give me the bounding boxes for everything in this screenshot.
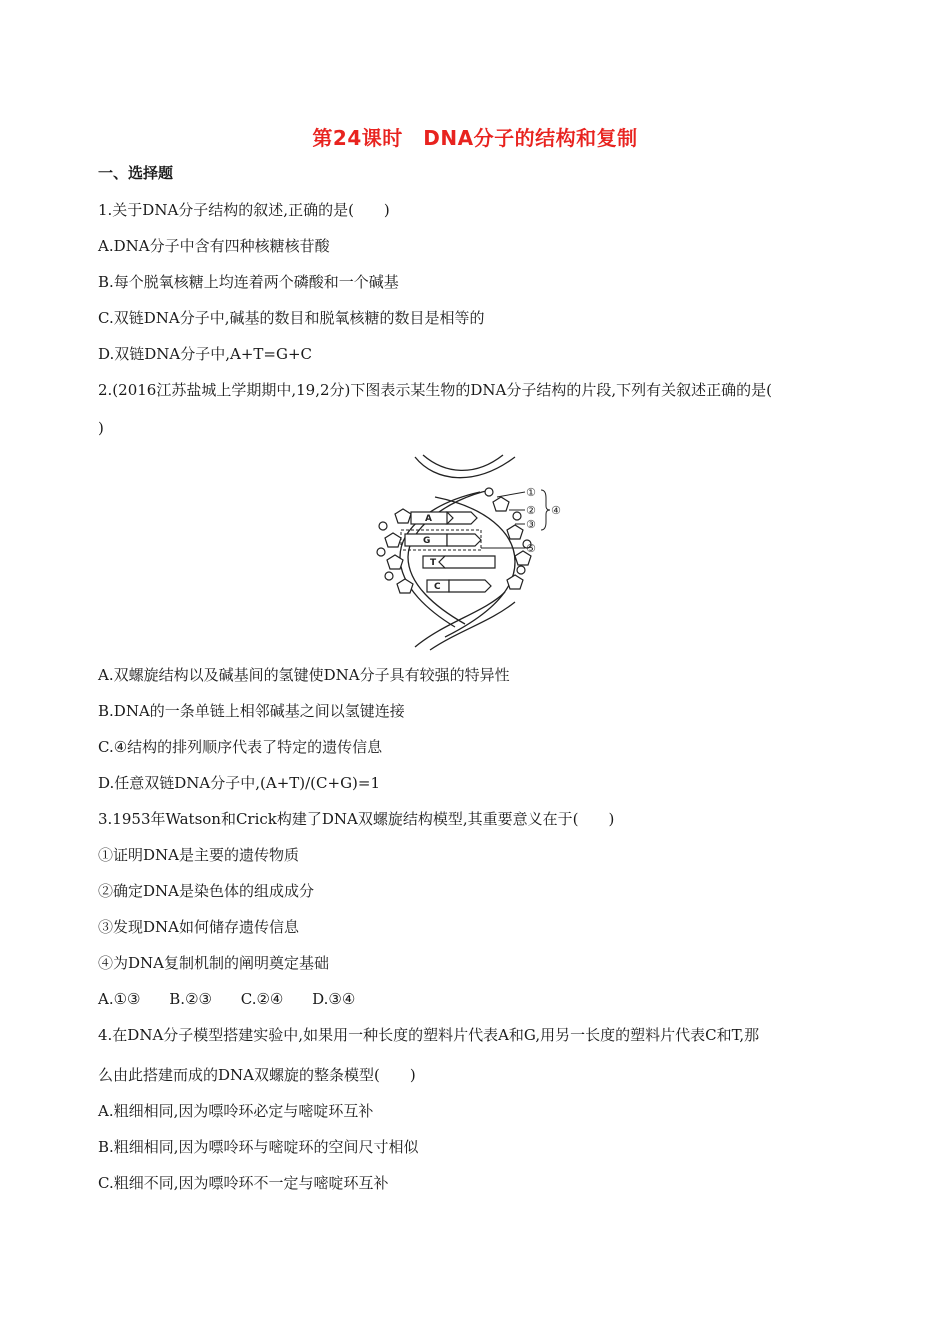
q1-option-b: B.每个脱氧核糖上均连着两个磷酸和一个碱基: [98, 273, 399, 291]
q1-option-d: D.双链DNA分子中,A+T=G+C: [98, 345, 313, 363]
q3-option-d: D.③④: [312, 990, 356, 1008]
base-block-pair: [439, 556, 495, 568]
q1-option-a: A.DNA分子中含有四种核糖核苷酸: [98, 237, 330, 255]
base-block-pair: [447, 512, 477, 524]
q2-option-c: C.④结构的排列顺序代表了特定的遗传信息: [98, 738, 383, 756]
q2-stem-line1: 2.(2016江苏盐城上学期期中,19,2分)下图表示某生物的DNA分子结构的片段,下列有关叙述正确的是(: [98, 381, 772, 399]
q3-statement-3: ③发现DNA如何储存遗传信息: [98, 918, 299, 936]
q3-statement-4: ④为DNA复制机制的阐明奠定基础: [98, 954, 329, 972]
section-heading: 一、选择题: [98, 164, 174, 182]
q3-stem: 3.1953年Watson和Crick构建了DNA双螺旋结构模型,其重要意义在于( ): [98, 810, 615, 828]
q3-option-c: C.②④: [240, 990, 284, 1008]
q3-statement-1: ①证明DNA是主要的遗传物质: [98, 846, 299, 864]
sugar-shape: [507, 525, 523, 539]
page-title: 第24课时 DNA分子的结构和复制: [312, 126, 638, 150]
dna-structure-figure: [375, 452, 565, 652]
helix-strand-top-2: [423, 455, 503, 470]
q4-option-c: C.粗细不同,因为嘌呤环不一定与嘧啶环互补: [98, 1174, 389, 1192]
helix-strand-bottom-1: [415, 592, 505, 647]
q1-stem: 1.关于DNA分子结构的叙述,正确的是( ): [98, 201, 390, 219]
sugar-shape: [397, 579, 413, 593]
sugar-shape: [395, 509, 411, 523]
q3-options: [98, 989, 379, 1009]
q3-statement-2: ②确定DNA是染色体的组成成分: [98, 882, 314, 900]
marker-3: ③: [526, 518, 536, 531]
brace-shape: [541, 490, 550, 530]
q2-option-a: A.双螺旋结构以及碱基间的氢键使DNA分子具有较强的特异性: [98, 666, 510, 684]
base-block-pair: [447, 534, 481, 546]
marker-1: ①: [526, 486, 536, 499]
sugar-shape: [493, 497, 509, 511]
q2-stem-line2: ): [98, 419, 104, 437]
q4-stem-line2: 么由此搭建而成的DNA双螺旋的整条模型( ): [98, 1066, 416, 1084]
base-block-pair: [449, 580, 491, 592]
q4-stem-line1: 4.在DNA分子模型搭建实验中,如果用一种长度的塑料片代表A和G,用另一长度的塑料片代表C和T,那: [98, 1026, 760, 1044]
q3-option-a: A.①③: [98, 990, 141, 1008]
phosphate-circle: [377, 548, 385, 556]
q2-option-d: D.任意双链DNA分子中,(A+T)/(C+G)=1: [98, 774, 381, 792]
phosphate-circle: [385, 572, 393, 580]
q4-option-b: B.粗细相同,因为嘌呤环与嘧啶环的空间尺寸相似: [98, 1138, 419, 1156]
q3-option-b: B.②③: [169, 990, 212, 1008]
phosphate-circle: [513, 512, 521, 520]
marker-2: ②: [526, 504, 536, 517]
marker-5: ⑤: [526, 542, 536, 555]
q1-option-c: C.双链DNA分子中,碱基的数目和脱氧核糖的数目是相等的: [98, 309, 485, 327]
base-label-t: T: [430, 558, 437, 568]
q2-option-b: B.DNA的一条单链上相邻碱基之间以氢键连接: [98, 702, 405, 720]
phosphate-circle: [517, 566, 525, 574]
base-label-c: C: [434, 582, 441, 592]
phosphate-circle: [485, 488, 493, 496]
q4-option-a: A.粗细相同,因为嘌呤环必定与嘧啶环互补: [98, 1102, 374, 1120]
phosphate-circle: [379, 522, 387, 530]
leader-line-1: [497, 492, 525, 497]
sugar-shape: [507, 575, 523, 589]
base-label-g: G: [423, 536, 431, 546]
base-label-a: A: [425, 514, 432, 524]
sugar-shape: [385, 533, 401, 547]
dna-diagram: [375, 452, 565, 652]
marker-4: ④: [551, 504, 561, 517]
